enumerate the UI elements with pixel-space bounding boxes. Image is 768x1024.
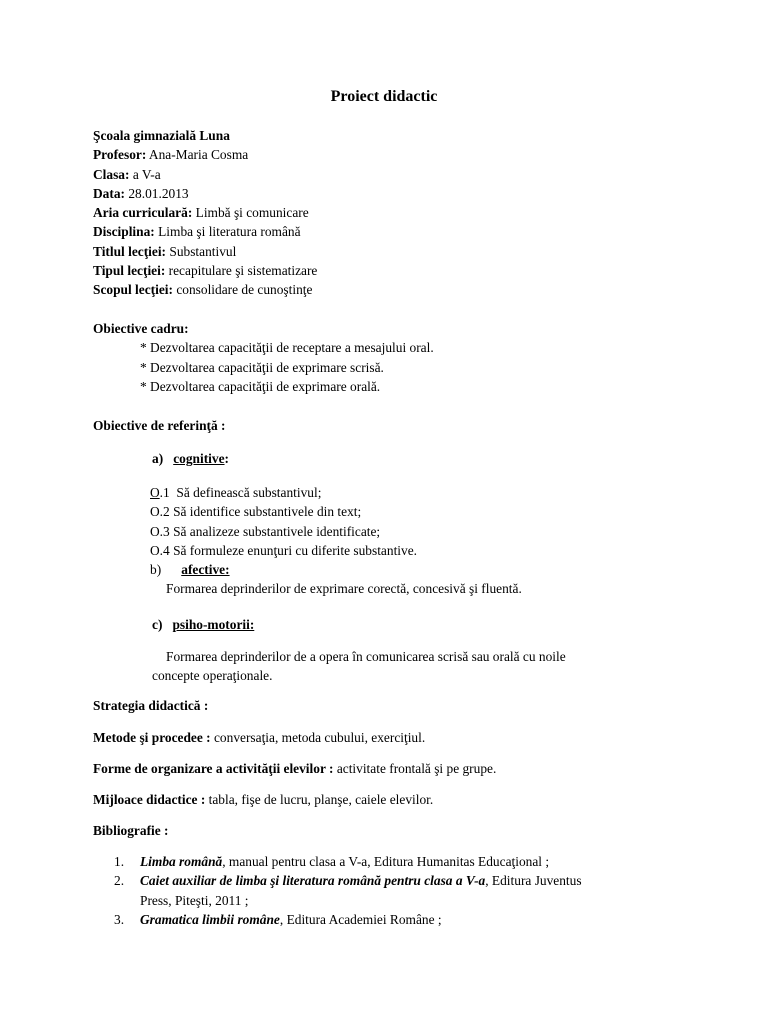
header-row-lesson-goal: Scopul lecţiei: consolidare de cunoştinţe [93, 282, 313, 298]
header-row-lesson-type: Tipul lecţiei: recapitulare şi sistematizare [93, 263, 318, 279]
psycho-text: Formarea deprinderilor de a opera în comunicarea scrisă sau orală cu noile concepte operaţionale. [152, 649, 566, 684]
cognitive-item: O.3 Să analizeze substantivele identificate; [150, 523, 381, 539]
school-name: Şcoala gimnazială Luna [93, 128, 230, 143]
header-row-discipline: Disciplina: Limba şi literatura română [93, 224, 301, 240]
objective-frame-item: * Dezvoltarea capacităţii de receptare a mesajului oral. [140, 340, 434, 356]
header-info [93, 126, 693, 300]
header-row-lesson-title: Titlul lecţiei: Substantivul [93, 243, 237, 259]
objective-frame-item: * Dezvoltarea capacităţii de exprimare scrisă. [140, 359, 384, 375]
bibliography-item: 3. Gramatica limbii române, Editura Academiei Române ; [114, 911, 442, 927]
header-row-curricular-area: Aria curriculară: Limbă şi comunicare [93, 205, 309, 221]
objectives-frame-heading: Obiective cadru: [93, 321, 189, 336]
cognitive-objectives [93, 483, 693, 599]
header-row-professor: Profesor: Ana-Maria Cosma [93, 147, 249, 163]
header-row-date: Data: 28.01.2013 [93, 185, 189, 201]
strategy-heading: Strategia didactică : [93, 698, 209, 713]
cognitive-item: O.2 Să identifice substantivele din text; [150, 504, 362, 520]
objectives-ref-heading: Obiective de referinţă : [93, 418, 226, 433]
bibliography-heading: Bibliografie : [93, 823, 169, 838]
strategy-methods: Metode şi procedee : conversaţia, metoda cubului, exerciţiul. [93, 730, 426, 745]
psycho-subheading: c) psiho-motorii: [152, 617, 255, 632]
document-title: Proiect didactic [330, 88, 438, 105]
affective-text: Formarea deprinderilor de exprimare corectă, concesivă şi fluentă. [166, 581, 522, 597]
bibliography-item: 1. Limba română, manual pentru clasa a V-a, Editura Humanitas Educaţional ; [114, 854, 550, 869]
objectives-frame [93, 319, 693, 396]
cognitive-subheading: a) cognitive: [152, 451, 229, 466]
bibliography-list [93, 852, 693, 929]
bibliography-item: 2. Caiet auxiliar de limba şi literatura română pentru clasa a V-a, Editura Juventus [114, 873, 582, 889]
bibliography-item-continuation: Press, Piteşti, 2011 ; [140, 892, 249, 908]
cognitive-item: O.1 Să definească substantivul; [150, 485, 322, 500]
objective-frame-item: * Dezvoltarea capacităţii de exprimare orală. [140, 378, 381, 394]
cognitive-item: O.4 Să formuleze enunţuri cu diferite substantive. [150, 542, 417, 558]
header-row-class: Clasa: a V-a [93, 166, 161, 182]
strategy-forms: Forme de organizare a activităţii elevilor : activitate frontală şi pe grupe. [93, 761, 497, 776]
strategy-aids: Mijloace didactice : tabla, fişe de lucru, planşe, caiele elevilor. [93, 792, 434, 807]
affective-subheading: b) afective: [150, 562, 230, 578]
